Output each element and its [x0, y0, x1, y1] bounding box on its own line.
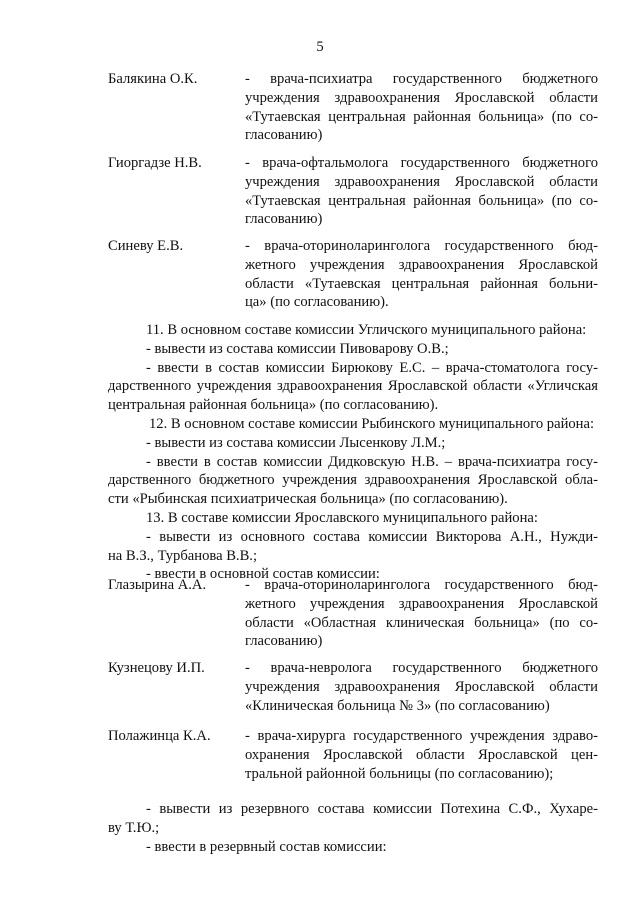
text-line: учреждения здравоохранения Ярославской области — [245, 678, 598, 695]
text-line: гласованию) — [245, 127, 323, 144]
page-number: 5 — [316, 39, 324, 55]
text-line: - ввести в резервный состав комиссии: — [146, 838, 387, 855]
text-line: - врача-хирурга государственного учреждения здраво- — [245, 728, 598, 744]
text-line: дарственного бюджетного учреждения здравоохранения Ярославской обла- — [108, 472, 598, 489]
text-line: - ввести в состав комиссии Дидковскую Н.В. – врача-психиатра госу- — [146, 453, 598, 470]
text-line: - вывести из состава комиссии Лысенкову Л.М.; — [146, 434, 446, 451]
person-name: Полажинца К.А. — [108, 728, 211, 744]
text-line: жетного учреждения здравоохранения Ярославской — [245, 595, 598, 612]
text-line: - врача-оториноларинголога государственного бюд- — [245, 238, 598, 254]
text-line: тральной районной больницы (по согласованию); — [245, 765, 554, 782]
person-name: Синеву Е.В. — [108, 238, 184, 254]
section-heading: 11. В основном составе комиссии Угличского муниципального района: — [146, 322, 587, 338]
text-line: - вывести из основного состава комиссии Викторова А.Н., Нужди- — [146, 528, 598, 545]
text-line: дарственного учреждения здравоохранения Ярославской области «Угличская — [108, 378, 598, 395]
text-line: области «Областная клиническая больница» (по со- — [245, 614, 598, 631]
text-line: - врача-невролога государственного бюджетного — [245, 660, 598, 676]
text-line: сти «Рыбинская психиатрическая больница» (по согласованию). — [108, 491, 508, 508]
section-heading: 12. В основном составе комиссии Рыбинского муниципального района: — [149, 416, 595, 432]
person-role — [245, 659, 598, 715]
person-name: Гиоргадзе Н.В. — [108, 155, 202, 171]
person-role — [245, 727, 598, 783]
closing-section — [108, 800, 598, 856]
text-line: охранения Ярославской области Ярославской цен- — [245, 746, 598, 763]
text-line: ву Т.Ю.; — [108, 819, 160, 836]
person-role — [245, 70, 598, 145]
text-line: центральная районная больница» (по согласованию). — [108, 397, 439, 414]
text-line: области «Тутаевская центральная районная больни- — [245, 275, 598, 292]
person-name: Кузнецову И.П. — [108, 660, 205, 676]
text-line: - ввести в основной состав комиссии: — [146, 566, 380, 583]
text-line: гласованию) — [245, 633, 323, 650]
text-line: на В.З., Турбанова В.В.; — [108, 547, 258, 564]
section-13 — [108, 509, 598, 584]
text-line: жетного учреждения здравоохранения Ярославской — [245, 256, 598, 273]
person-name: Балякина О.К. — [108, 71, 198, 87]
text-line: «Тутаевская центральная районная больница» (по со- — [245, 108, 598, 125]
text-line: - врача-офтальмолога государственного бюджетного — [245, 155, 598, 171]
text-line: «Тутаевская центральная районная больница» (по со- — [245, 192, 598, 209]
text-line: - вывести из состава комиссии Пивоварову О.В.; — [146, 340, 449, 357]
section-heading: 13. В составе комиссии Ярославского муниципального района: — [146, 510, 538, 526]
person-name: Глазырина А.А. — [108, 577, 207, 593]
text-line: ца» (по согласованию). — [245, 294, 389, 311]
text-line: - ввести в состав комиссии Бирюкову Е.С. – врача-стоматолога госу- — [146, 359, 598, 376]
section-12 — [108, 415, 598, 509]
section-11 — [108, 321, 598, 415]
person-role — [245, 237, 598, 312]
text-line: - вывести из резервного состава комиссии Потехина С.Ф., Хухаре- — [146, 801, 598, 817]
text-line: - врача-психиатра государственного бюджетного — [245, 71, 598, 87]
text-line: - врача-оториноларинголога государственного бюд- — [245, 577, 598, 593]
person-role — [245, 154, 598, 229]
text-line: «Клиническая больница № 3» (по согласованию) — [245, 697, 550, 714]
text-line: учреждения здравоохранения Ярославской области — [245, 89, 598, 106]
text-line: гласованию) — [245, 211, 323, 228]
person-role — [245, 576, 598, 651]
text-line: учреждения здравоохранения Ярославской области — [245, 173, 598, 190]
